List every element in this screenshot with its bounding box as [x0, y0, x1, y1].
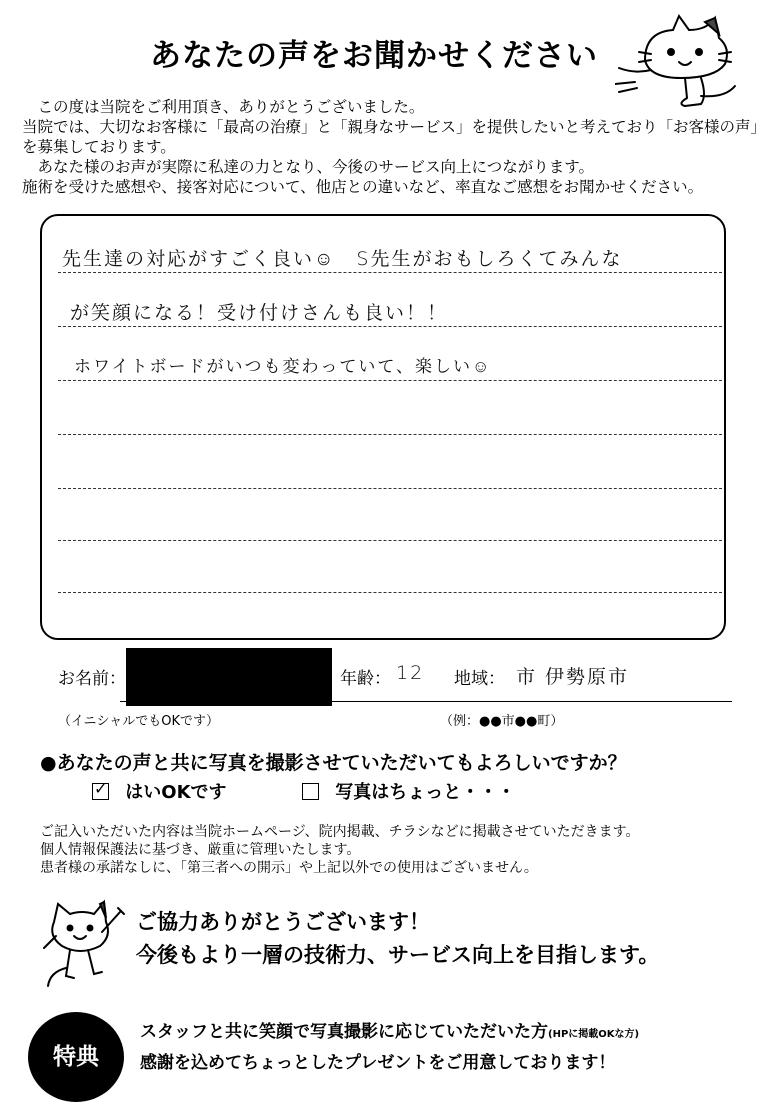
- no-label: 写真はちょっと・・・: [335, 782, 516, 803]
- comment-rule: [58, 434, 722, 435]
- comment-line-2: が笑顔になる！受け付けさんも良い！！: [70, 302, 449, 324]
- comment-rule: [58, 380, 722, 381]
- perk-line-1: スタッフと共に笑顔で写真撮影に応じていただいた方: [140, 1022, 548, 1042]
- redacted-name: [126, 648, 332, 706]
- intro-line-4: 施術を受けた感想や、接客対応について、他店との違いなど、率直なご感想をお聞かせください。: [22, 178, 704, 196]
- age-label: 年齢：: [340, 669, 391, 689]
- comment-line-1: 先生達の対応がすごく良い☺ S先生がおもしろくてみんな: [62, 248, 623, 270]
- name-note: （イニシャルでもOKです）: [58, 714, 219, 729]
- age-value: 12: [396, 662, 425, 684]
- name-label: お名前：: [58, 669, 126, 689]
- comment-box[interactable]: [40, 214, 726, 640]
- perk-line-1-note: (HPに掲載OKな方): [548, 1029, 640, 1040]
- intro-line-1: この度は当院をご利用頂き、ありがとうございました。: [37, 98, 425, 116]
- intro-line-3: あなた様のお声が実際に私達の力となり、今後のサービス向上につながります。: [37, 158, 594, 176]
- perk-badge: 特典: [28, 1012, 124, 1102]
- notice-line-2: 個人情報保護法に基づき、厳重に管理いたします。: [40, 842, 361, 858]
- yes-checkbox[interactable]: [92, 779, 109, 800]
- yes-label: はいOKです: [125, 782, 227, 803]
- photo-question: ●あなたの声と共に写真を撮影させていただいてもよろしいですか？: [40, 752, 627, 774]
- perk-line-2: 感謝を込めてちょっとしたプレゼントをご用意しております！: [140, 1053, 616, 1073]
- notice-line-1: ご記入いただいた内容は当院ホームページ、院内掲載、チラシなどに掲載させていただきます。: [40, 824, 640, 840]
- photo-option-yes[interactable]: [92, 778, 227, 804]
- intro-text: [22, 97, 762, 197]
- comment-rule: [58, 540, 722, 541]
- thanks-line-1: ご協力ありがとうございます！: [136, 910, 430, 934]
- comment-rule: [58, 592, 722, 593]
- page-title: あなたの声をお聞かせください: [150, 38, 598, 74]
- waving-cat-icon: [40, 892, 130, 992]
- comment-rule: [58, 272, 722, 273]
- thanks-message: [136, 906, 659, 972]
- thanks-line-2: 今後もより一層の技術力、サービス向上を目指します。: [136, 943, 660, 967]
- region-label: 地域：: [454, 669, 505, 689]
- photo-option-no[interactable]: [302, 778, 515, 804]
- comment-line-3: ホワイトボードがいつも変わっていて、楽しい☺: [74, 357, 492, 377]
- form-underline: [120, 701, 732, 702]
- perk-text: [140, 1018, 639, 1077]
- intro-line-2: 当院では、大切なお客様に「最高の治療」と「親身なサービス」を提供したいと考えており「お客様の声」を募集しております。: [22, 118, 759, 156]
- region-note: （例：●●市●●町）: [440, 714, 564, 729]
- notice-line-3: 患者様の承諾なしに、「第三者への開示」や上記以外での使用はございません。: [40, 860, 538, 876]
- privacy-notice: [40, 823, 639, 877]
- check-mark-icon: ✓: [94, 779, 108, 798]
- comment-rule: [58, 488, 722, 489]
- comment-rule: [58, 326, 722, 327]
- no-checkbox[interactable]: [302, 783, 319, 800]
- region-value: 市 伊勢原市: [516, 666, 630, 688]
